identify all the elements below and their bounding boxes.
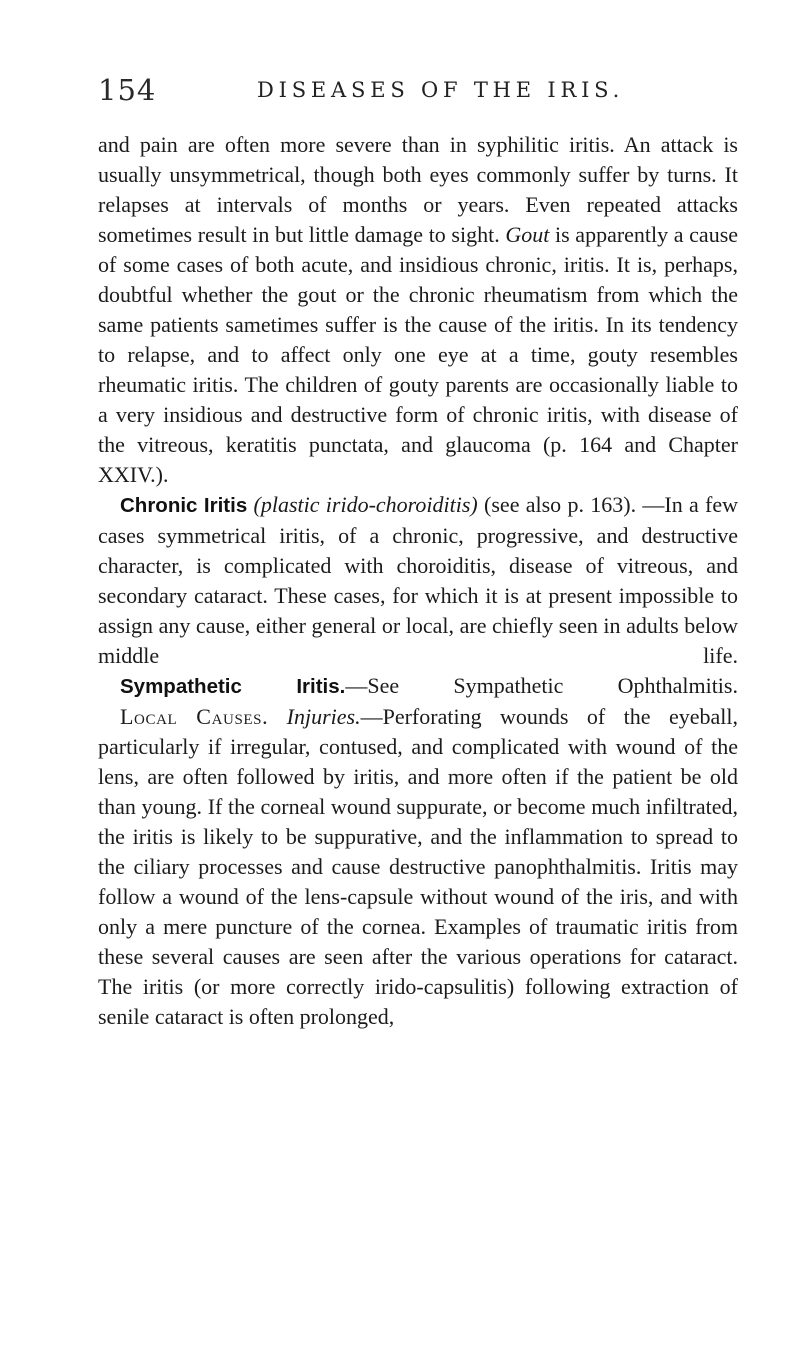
- paragraph: [98, 671, 738, 702]
- paragraph-text: is apparently a cause of some cases of both acute, and insidious chronic, iritis. It is, perhaps, doubtful whether the gout or the chronic rheumatism from which the same patients sametimes suffer is the cause of the iritis. In its tendency to relapse, and to affect only one eye at a time, gouty resembles rheumatic iritis. The children of gouty parents are occasionally liable to a very insidious and destructive form of chronic iritis, with disease of the vitreous, keratitis punctata, and glaucoma (p. 164 and Chapter XXIV.).: [98, 222, 739, 487]
- section-heading: Chronic Iritis: [120, 494, 248, 517]
- page-header: [98, 70, 658, 110]
- paragraph: [98, 130, 738, 490]
- section-heading: Sympathetic Iritis.: [120, 675, 346, 698]
- paragraph-text: and pain are often more severe than in syphilitic iritis. An attack is usually unsymmetrical, though both eyes commonly suffer by turns. It relapses at intervals of months or years. Even repeated attacks sometimes result in but little damage to sight.: [98, 132, 738, 247]
- paragraph: [98, 702, 738, 1032]
- paragraph-text: —Perforating wounds of the eyeball, particularly if irregular, contused, and complicated with wound of the lens, are often followed by iritis, and more often if the patient be old than young. If the corneal wound suppurate, or become much infiltrated, the iritis is likely to be suppurative, and the inflammation to spread to the ciliary processes and cause destructive panophthalmitis. Iritis may follow a wound of the lens-capsule without wound of the iris, and with only a mere puncture of the cornea. Examples of traumatic iritis from these several causes are seen after the various operations for cataract. The iritis (or more correctly irido-capsulitis) following extraction of senile cataract is often prolonged,: [98, 704, 739, 1029]
- paragraph: [98, 490, 738, 671]
- running-head: DISEASES OF THE IRIS.: [257, 78, 625, 102]
- paragraph-text: (see also p. 163). —In a few cases symmetrical iritis, of a chronic, progressive, and destructive character, is complicated with choroiditis, disease of vitreous, and secondary cataract. These cases, for which it is at present impossible to assign any cause, either general or local, are chiefly seen in adults below middle life.: [98, 492, 739, 668]
- section-heading-italic: Injuries.: [286, 704, 361, 729]
- section-heading: Local Causes.: [120, 704, 269, 729]
- section-heading-italic: (plastic irido-choroiditis): [253, 492, 478, 517]
- page-number: 154: [98, 73, 157, 107]
- gout-term: Gout: [505, 222, 550, 247]
- body-text: [98, 130, 738, 1032]
- paragraph-text: —See Sympathetic Ophthalmitis.: [345, 673, 738, 698]
